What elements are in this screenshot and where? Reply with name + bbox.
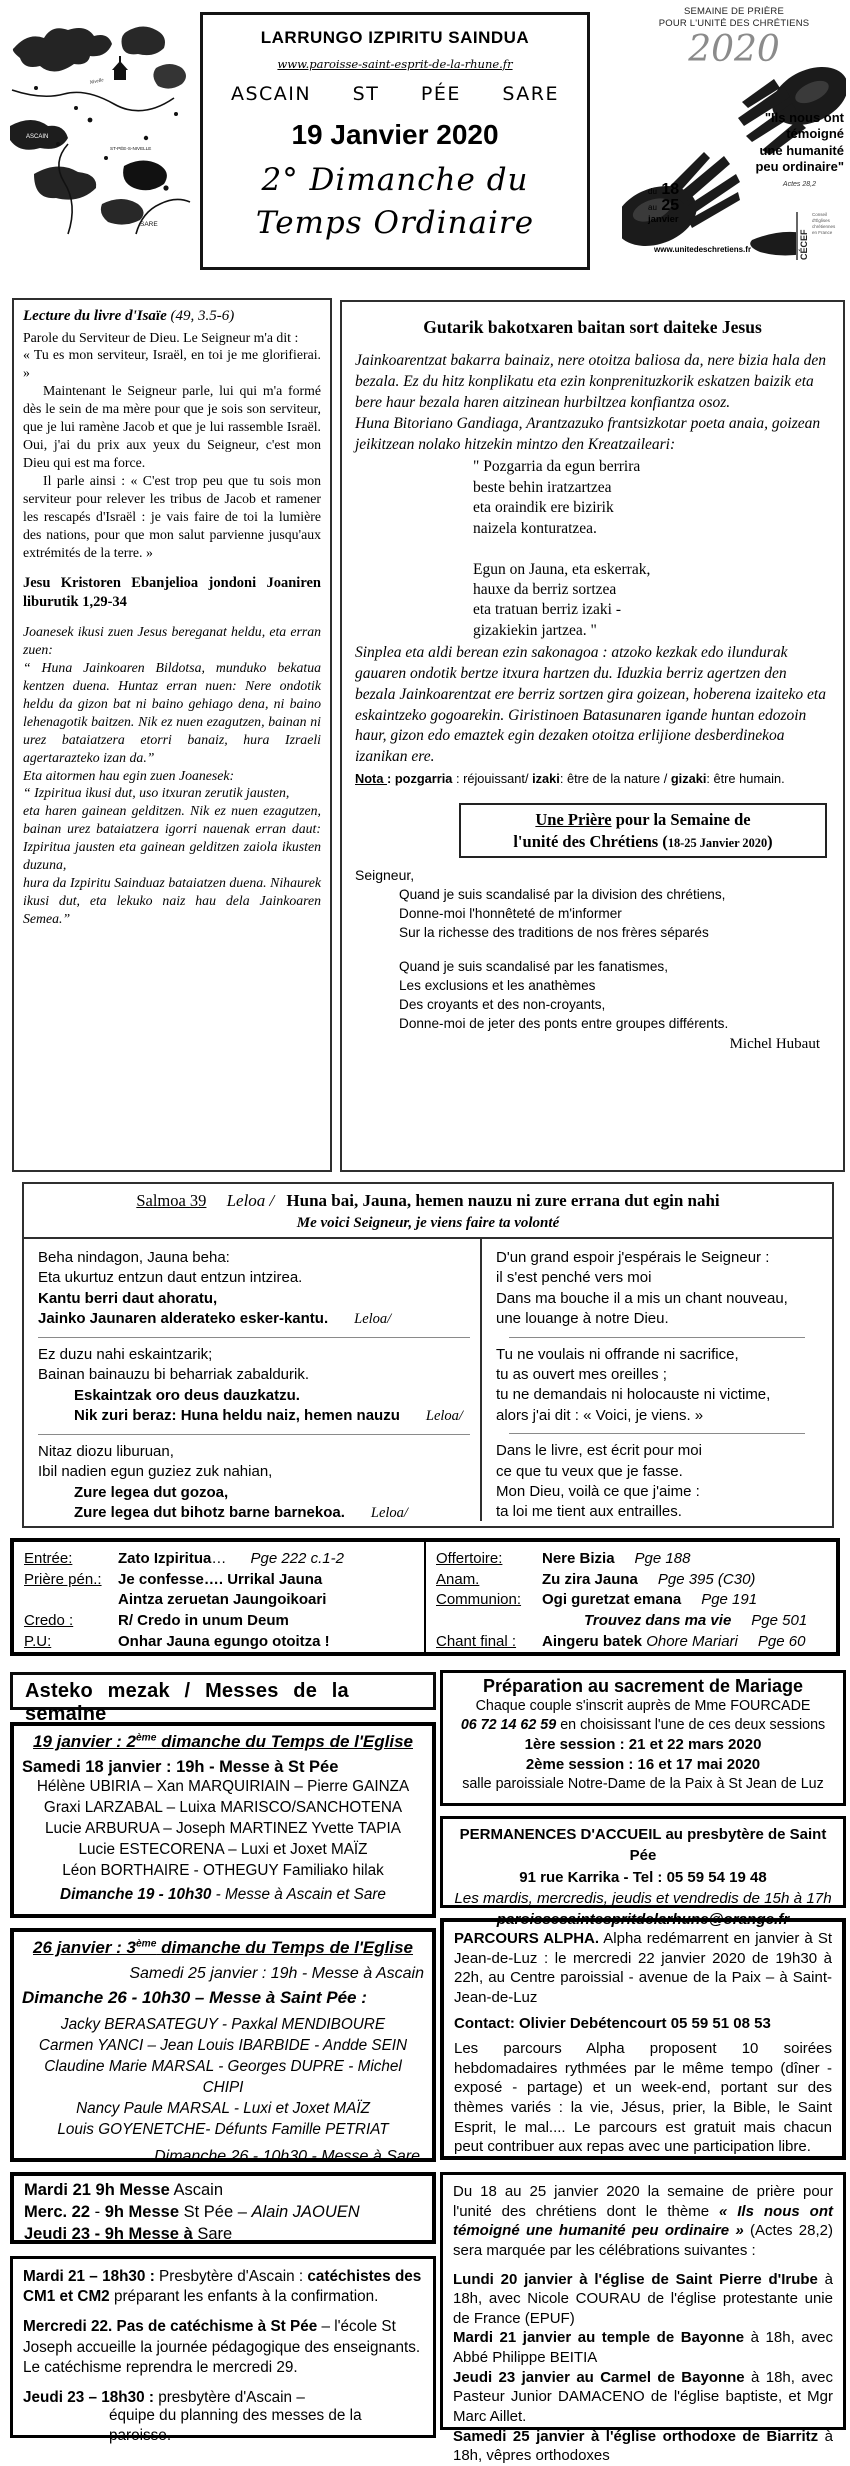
mass-intention-name: Jacky BERASATEGUY - Paxkal MENDIBOURE	[60, 2016, 386, 2033]
meditation-paragraph: Jainkoarentzat bakarra bainaiz, nere otoitza baliosa da, nere bizia hala den bezala. Ez du hitz konplikatu eta ezin konprenituzkorik eskatzen baizik eta bere haur bezala haren aitzinean hurbiltzea konfiantza osoz.	[355, 352, 826, 411]
masthead-box	[200, 12, 590, 270]
morning-poem	[473, 457, 830, 641]
catechism-paragraph: Jeudi 23 – 18h30 : presbytère d'Ascain –	[23, 2388, 305, 2406]
chant-text: Aingeru batek Ohore Mariari Pge 60	[542, 1632, 806, 1650]
leloa-tag: Leloa/	[425, 1408, 463, 1425]
unity-week-box	[440, 2172, 846, 2465]
leloa-tag: Leloa/	[354, 1311, 392, 1328]
prayer-line: Quand je suis scandalisé par les fanatismes,	[399, 958, 668, 974]
chant-text: Onhar Jauna egungo otoitza !	[118, 1632, 330, 1650]
psalm-verse	[496, 1248, 818, 1330]
psalm-separator	[509, 1433, 805, 1434]
parish-email: paroissesaintespritdelarhune@orange.fr	[496, 1911, 790, 1929]
catechism-paragraph: Mardi 21 – 18h30 : Presbytère d'Ascain : catéchistes des CM1 et CM2 préparant les enfants à la confirmation.	[23, 2268, 422, 2306]
poem-line: Egun on Jauna, eta eskerrak,	[473, 560, 651, 578]
chant-row	[436, 1549, 828, 1570]
psalm-box	[22, 1182, 834, 1528]
gospel-paragraph: Joanesek ikusi zuen Jesus bereganat heldu, eta erran zuen:	[23, 624, 321, 658]
psalm-verse	[38, 1442, 470, 1524]
mass-sunday-line: Dimanche 19 - 10h30 - Messe à Ascain et Sare	[60, 1885, 386, 1903]
prayer-line: Sur la richesse des traditions de nos frères séparés	[399, 925, 709, 941]
poster-date-du: du	[648, 187, 657, 196]
chant-label: Chant final :	[436, 1632, 517, 1650]
psalm-line: Dans le livre, est écrit pour moi	[496, 1442, 702, 1460]
marriage-prep-box	[440, 1670, 846, 1806]
psalm-line: tu as ouvert mes oreilles ;	[496, 1365, 667, 1383]
poster-dates	[648, 182, 679, 224]
poster-scripture-ref: Actes 28,2	[782, 181, 816, 188]
psalm-line-bold: Zure legea dut bihotz barne barnekoa.	[74, 1503, 345, 1521]
catechism-paragraph-cont: équipe du planning des messes de la paroisse.	[109, 2407, 362, 2445]
psalm-line: Nitaz diozu liburuan,	[38, 1442, 174, 1460]
unity-celebration-item: Samedi 25 janvier à l'église orthodoxe de Biarritz à 18h, vêpres orthodoxes	[453, 2427, 833, 2465]
parish-map-sketch	[6, 18, 194, 236]
chant-row	[24, 1590, 416, 1611]
alpha-paragraph: Les parcours Alpha proposent 10 soirées hebdomadaires rythmées par le même tempo (dîner - exposé - partage) et un week-end, portant sur des thèmes variés : la vie, Jésus, prier, la Bible, le Saint Esprit, le mal.... Le parcours est gratuit mais chacun peut contribuer aux repas avec une participation libre.	[454, 2040, 832, 2156]
prayer-line: Les exclusions et les anathèmes	[399, 977, 596, 993]
chant-row	[436, 1611, 828, 1632]
catechism-paragraph: Mercredi 22. Pas de catéchisme à St Pée – l'école St Joseph accueille la journée pédagogique des enseignants. Le catéchisme reprendra le mercredi 29.	[23, 2318, 421, 2376]
psalm-number: Salmoa 39	[136, 1191, 207, 1210]
reading-paragraph: Maintenant le Seigneur parle, lui qui m'a formé dès le sein de ma mère pour que je sois son serviteur, que je lui ramène Jacob et que je lui rassemble Israël. Oui, j'ai du prix aux yeux du Seigneur, c'est mon Dieu qui est ma force.	[23, 383, 321, 470]
alpha-paragraph: PARCOURS ALPHA. Alpha redémarrent en janvier à St Jean-de-Luz : le mercredi 22 janvier 2020 de 19h30 à 22h, au Centre paroissial - avenue de la Paix – à Saint-Jean-de-Luz	[454, 1930, 832, 2006]
psalm-leloa-label: Leloa /	[226, 1191, 275, 1210]
mass-intention-name: Lucie ESTECORENA – Luxi et Joxet MAÏZ	[78, 1840, 368, 1858]
psalm-refrain-french: Me voici Seigneur, je viens faire ta volonté	[296, 1215, 560, 1231]
poster-year: 2020	[688, 28, 780, 70]
chants-table	[10, 1538, 840, 1656]
psalm-verse	[496, 1441, 818, 1523]
unity-celebration-item: Lundi 20 janvier à l'église de Saint Pierre d'Irube à 18h, avec Nicole COURAU de l'église protestante unie de France (EPUF)	[453, 2270, 834, 2327]
psalm-line: Mon Dieu, voilà ce que j'aime :	[496, 1482, 700, 1500]
psalm-line-bold: Eskaintzak oro deus dauzkatzu.	[74, 1386, 300, 1404]
chant-text: Trouvez dans ma vie Pge 501	[584, 1612, 808, 1630]
chant-row	[436, 1590, 828, 1611]
weekday-masses-box	[10, 2172, 436, 2244]
psalm-line: tu ne demandais ni holocauste ni victime,	[496, 1386, 771, 1404]
psalm-line: ta loi me tient aux entrailles.	[496, 1503, 682, 1521]
mass-saturday-line: Samedi 25 janvier : 19h - Messe à Ascain	[129, 1965, 424, 1982]
poster-heading	[622, 6, 846, 31]
gospel-paragraph: Eta aitormen hau egin zuen Joanesek:	[23, 767, 235, 783]
poster-website: www.unitedeschretiens.fr	[654, 245, 752, 254]
chant-text: Zato Izpiritua… Pge 222 c.1-2	[118, 1550, 344, 1567]
mass-box-heading: 19 janvier : 2ème dimanche du Temps de l'Eglise	[33, 1732, 413, 1751]
chant-row	[24, 1570, 416, 1591]
meditation-title: Gutarik bakotxaren baitan sort daiteke Jesus	[423, 317, 762, 337]
mass-box-jan19	[10, 1722, 436, 1918]
psalm-line-bold: Nik zuri beraz: Huna heldu naiz, hemen nauzu	[74, 1407, 400, 1425]
poster-date-25: 25	[661, 197, 680, 215]
mass-intention-name: Hélène UBIRIA – Xan MARQUIRIAIN – Pierre GAINZA	[36, 1778, 410, 1795]
weekday-mass-line: Jeudi 23 - 9h Messe à Sare	[24, 2224, 233, 2243]
chant-label	[436, 1611, 542, 1632]
marriage-session2: 2ème session : 16 et 17 mai 2020	[525, 1755, 761, 1773]
reception-address-phone: 91 rue Karrika - Tel : 05 59 54 19 48	[519, 1868, 767, 1886]
mass-box-jan26	[10, 1928, 436, 2165]
gospel-paragraph: “ Huna Jainkoaren Bildotsa, munduko bekatua kentzen duena. Huntaz erran nuen: Nere ondotik heldu da gizon bat ni baino gehiago dena, ni baino lehenagotik baitzen. Nik ez nuen ezagutzen, bainan ni urez bataiatzera etorri banaiz, hura Izraeli agertarazteko izan da.”	[23, 660, 321, 765]
map-label-nivelle: Nivelle	[89, 78, 105, 86]
poem-line: " Pozgarria da egun berrira	[473, 458, 641, 476]
poem-line: gizakiekin jartzea. "	[473, 621, 597, 639]
cecef-logo	[796, 212, 846, 260]
reading-paragraph: Parole du Serviteur de Dieu. Le Seigneur m'a dit :	[23, 329, 299, 345]
map-image	[6, 18, 194, 236]
psalm-line: Bainan bainauzu bi beharriak zabaldurik.	[38, 1366, 310, 1384]
sunday-title-line1: 2° Dimanche du	[261, 162, 529, 198]
poem-line	[473, 539, 830, 559]
chant-text: Nere Bizia Pge 188	[542, 1550, 691, 1567]
poem-line: eta oraindik ere bizirik	[473, 499, 614, 517]
mass-intention-name: Claudine Marie MARSAL - Georges DUPRE - Michel CHIPI	[44, 2057, 402, 2096]
prayer-signature: Michel Hubaut	[729, 1035, 820, 1052]
poster-quote-line: peu ordinaire"	[755, 158, 844, 174]
psalm-line-bold: Kantu berri daut ahoratu,	[38, 1289, 218, 1307]
chants-left-cell	[14, 1542, 424, 1652]
psalm-line: Ez duzu nahi eskaintzarik;	[38, 1345, 213, 1363]
gospel-paragraph: “ Izpiritua ikusi dut, uso itxuran zerutik jausten,	[23, 785, 290, 801]
poster-quote-line: témoigné	[786, 126, 844, 142]
chant-text: R/ Credo in unum Deum	[118, 1612, 289, 1630]
reception-line: PERMANENCES D'ACCUEIL au presbytère de Saint Pée	[459, 1826, 827, 1865]
reading-paragraph: Il parle ainsi : « C'est trop peu que tu sois mon serviteur pour relever les tribus de Jacob et ramener les rescapés d'Israël : je vais faire de toi la lumière des nations, pour que mon salut parvienne jusqu'aux extrémités de la terre. »	[23, 472, 321, 560]
chant-text: Zu zira Jauna Pge 395 (C30)	[542, 1570, 756, 1588]
chant-label: Communion:	[436, 1591, 522, 1609]
alpha-course-box	[440, 1918, 846, 2160]
psalm-verse	[38, 1248, 470, 1330]
prayer-opener: Seigneur,	[355, 866, 415, 883]
map-label-stpee: ST-PÉE-S-NIVELLE	[110, 146, 152, 151]
mass-intention-name: Nancy Paule MARSAL - Luxi et Joxet MAÏZ	[76, 2099, 370, 2117]
marriage-phone-line: 06 72 14 62 59 en choisissant l'une de ces deux sessions	[460, 1716, 826, 1733]
map-label-ascain: ASCAIN	[26, 134, 49, 140]
weekly-masses-title-box: Asteko mezak / Messes de la semaine	[10, 1672, 436, 1710]
bulletin-date: 19 Janvier 2020	[291, 119, 499, 150]
isaiah-reading-box	[12, 298, 332, 1172]
prayer-line: Quand je suis scandalisé par la division des chrétiens,	[399, 886, 726, 902]
prayer-heading-line2: l'unité des Chrétiens (18-25 Janvier 2020)	[513, 831, 773, 851]
mass-intention-name: Carmen YANCI – Jean Louis IBARBIDE - Andde SEIN	[38, 2036, 408, 2054]
poster-date-18: 18	[661, 181, 680, 198]
chant-label: Offertoire:	[436, 1550, 503, 1567]
prayer-line: Des croyants et des non-croyants,	[399, 997, 606, 1013]
psalm-french-column	[480, 1239, 832, 1521]
chant-label: Entrée:	[24, 1550, 73, 1567]
prayer-line: Donne-moi de jeter des ponts entre groupes différents.	[399, 1016, 729, 1032]
map-label-sare: SARE	[140, 221, 158, 228]
cecef-logo-subtext: Conseil d'Églises chrétiennes en France	[812, 212, 836, 235]
poster-quote-line: "Ils nous ont	[764, 110, 844, 125]
reception-hours-box	[440, 1816, 846, 1929]
prayer-heading-line1: Une Prière pour la Semaine de	[535, 810, 751, 830]
parish-title: LARRUNGO IZPIRITU SAINDUA	[260, 28, 530, 47]
mass-box-heading: 26 janvier : 3ème dimanche du Temps de l'Eglise	[33, 1938, 413, 1957]
gospel-paragraph: hura da Izpiritu Sainduaz bataiatzen duena. Nihaurek ikusi dut, eta lekuko naiz hau dela Jainkoaren Semea.”	[23, 875, 321, 926]
psalm-separator	[38, 1337, 470, 1338]
psalm-line: Tu ne voulais ni offrande ni sacrifice,	[496, 1345, 739, 1363]
psalm-line: Eta ukurtuz entzun daut entzun intzirea.	[38, 1269, 303, 1287]
gospel-heading: Jesu Kristoren Ebanjelioa jondoni Joaniren liburutik 1,29-34	[23, 575, 321, 611]
meditation-paragraph: Sinplea eta aldi berean ezin sakonagoa : atzoko kezkak edo ilundurak gauaren ondotik bertze itxura hartzen du. Iduzkia berriz agertzen den bezala Jainkoarentzat ere berriz sortzen gira goizean, hoberena izaiteko eta eskaintzeko gogoarekin. Giristinoen Batasunaren igande huntan edozoin haur, gizon edo emaztek egin dezaken otoitza erlijione desberdinekoa izanikan ere.	[355, 644, 826, 766]
psalm-line: Ibil nadien egun guziez zuk nahian,	[38, 1463, 273, 1481]
psalm-verse	[38, 1345, 470, 1427]
nota-line: Nota : pozgarria : réjouissant/ izaki: être de la nature / gizaki: être humain.	[355, 770, 785, 786]
chant-row	[24, 1632, 416, 1653]
psalm-line: il s'est penché vers moi	[496, 1269, 652, 1287]
unity-intro: Du 18 au 25 janvier 2020 la semaine de prière pour l'unité des chrétiens dont le thème « Ils nous ont témoigné une humanité peu ordinaire » (Actes 28,2) sera marquée par les célébrations suivantes :	[453, 2183, 833, 2259]
sunday-title	[203, 159, 587, 246]
psalm-line: D'un grand espoir j'espérais le Seigneur :	[496, 1249, 770, 1266]
poem-line: eta tratuan berriz izaki -	[473, 601, 622, 619]
leloa-tag: Leloa/	[370, 1504, 408, 1521]
chant-text: Ogi guretzat emana Pge 191	[542, 1591, 758, 1609]
poem-line: hauxe da berriz sortzea	[473, 580, 617, 598]
psalm-line: une louange à notre Dieu.	[496, 1310, 669, 1328]
marriage-title: Préparation au sacrement de Mariage	[482, 1676, 804, 1696]
psalm-line: Beha nindagon, Jauna beha:	[38, 1249, 230, 1266]
meditation-box	[340, 300, 845, 1172]
weekday-mass-line: Mardi 21 9h Messe Ascain	[24, 2181, 224, 2199]
chant-row	[436, 1570, 828, 1591]
poster-heading-line1: SEMAINE DE PRIÈRE	[683, 6, 784, 17]
marriage-location: salle paroissiale Notre-Dame de la Paix à St Jean de Luz	[462, 1776, 824, 1793]
chant-label: Prière pén.:	[24, 1570, 102, 1588]
poster-quote-line: une humanité	[759, 142, 844, 158]
chant-row	[24, 1611, 416, 1632]
cecef-logo-text: CÉCEF	[796, 212, 810, 260]
chant-label: Anam.	[436, 1570, 480, 1588]
psalm-basque-column	[24, 1239, 480, 1521]
parish-website-link: www.paroisse-saint-esprit-de-la-rhune.fr	[277, 57, 513, 71]
psalm-line: ce que tu veux que je fasse.	[496, 1462, 683, 1480]
meditation-paragraph: Huna Bitoriano Gandiaga, Arantzazuko frantsizkotar poeta anaia, goizean jeikitzean nolako hitzekin mintzo den Kreatzaileari:	[355, 414, 821, 453]
chants-right-cell	[424, 1542, 836, 1652]
reception-hours: Les mardis, mercredis, jeudis et vendredis de 15h à 17h	[454, 1889, 832, 1907]
poster-heading-line2: POUR L'UNITÉ DES CHRÉTIENS	[658, 18, 810, 30]
prayer-line: Donne-moi l'honnêteté de m'informer	[399, 906, 622, 921]
chant-row	[24, 1549, 416, 1570]
psalm-header	[24, 1184, 832, 1239]
mass-intention-name: Graxi LARZABAL – Luixa MARISCO/SANCHOTENA	[43, 1798, 403, 1816]
prayer-heading-box	[459, 803, 827, 858]
marriage-session1: 1ère session : 21 et 22 mars 2020	[524, 1735, 762, 1753]
unity-week-poster	[622, 6, 846, 262]
catechism-box	[10, 2256, 436, 2445]
mass-sunday-line: Dimanche 26 - 10h30 – Messe à Saint Pée :	[22, 1988, 367, 2007]
psalm-separator	[509, 1337, 805, 1338]
psalm-line-bold: Jainko Jaunaren alderateko esker-kantu.	[38, 1310, 329, 1328]
psalm-separator	[38, 1434, 470, 1435]
poem-line: beste behin iratzartzea	[473, 478, 612, 496]
mass-intention-name: Léon BORTHAIRE - OTHEGUY Familiako hilak	[62, 1861, 384, 1879]
reading-paragraph: « Tu es mon serviteur, Israël, en toi je me glorifierai. »	[23, 347, 321, 381]
mass-saturday-line: Samedi 18 janvier : 19h - Messe à St Pée	[22, 1758, 339, 1776]
mass-intention-name: Louis GOYENETCHE- Défunts Famille PETRIAT	[57, 2120, 389, 2138]
parish-towns: ASCAIN ST PÉE SARE	[230, 83, 559, 105]
chant-label: P.U:	[24, 1632, 52, 1650]
weekday-mass-line: Merc. 22 - 9h Messe St Pée – Alain JAOUEN	[24, 2202, 360, 2221]
poster-date-month: janvier	[648, 213, 679, 225]
sunday-title-line2: Temps Ordinaire	[255, 205, 535, 242]
mass-sunday-line2: Dimanche 26 - 10h30 - Messe à Sare	[154, 2147, 420, 2165]
psalm-line: alors j'ai dit : « Voici, je viens. »	[496, 1406, 704, 1424]
chant-label	[24, 1590, 118, 1611]
gospel-paragraph: eta haren gainean gelditzen. Nik ez nuen ezagutzen, bainan urez bataiatzera igorri nauenak erran daut: Izpiritua jausten eta gainean gelditzen zaiola ikusten duzuna,	[23, 803, 321, 873]
chant-text: Je confesse…. Urrikal Jauna	[118, 1570, 323, 1588]
marriage-line: Chaque couple s'inscrit auprès de Mme FOURCADE	[475, 1698, 811, 1714]
chant-text: Aintza zeruetan Jaungoikoari	[118, 1591, 327, 1609]
psalm-line-bold: Zure legea dut gozoa,	[74, 1483, 229, 1501]
psalm-verse	[496, 1345, 818, 1427]
psalm-refrain: Huna bai, Jauna, hemen nauzu ni zure errana dut egin nahi	[286, 1191, 720, 1210]
reading-title: Lecture du livre d'Isaïe (49, 3.5-6)	[23, 308, 235, 324]
unity-celebration-item: Jeudi 23 janvier au Carmel de Bayonne à 18h, avec Pasteur Junior DAMACENO de l'église baptiste, et Mgr Marc Aillet.	[453, 2368, 833, 2426]
poem-line: naizela konturatzea.	[473, 519, 597, 537]
poster-date-au: au	[648, 203, 657, 213]
unity-celebration-item: Mardi 21 janvier au temple de Bayonne à 18h, avec Abbé Philippe BEITIA	[453, 2329, 833, 2367]
chant-row	[436, 1632, 828, 1653]
mass-intention-name: Lucie ARBURUA – Joseph MARTINEZ Yvette TAPIA	[45, 1819, 401, 1837]
alpha-contact: Contact: Olivier Debétencourt 05 59 51 08 53	[454, 2014, 771, 2032]
poster-quote	[712, 110, 844, 175]
chant-label: Credo :	[24, 1612, 74, 1630]
psalm-line: Dans ma bouche il a mis un chant nouveau,	[496, 1289, 788, 1307]
